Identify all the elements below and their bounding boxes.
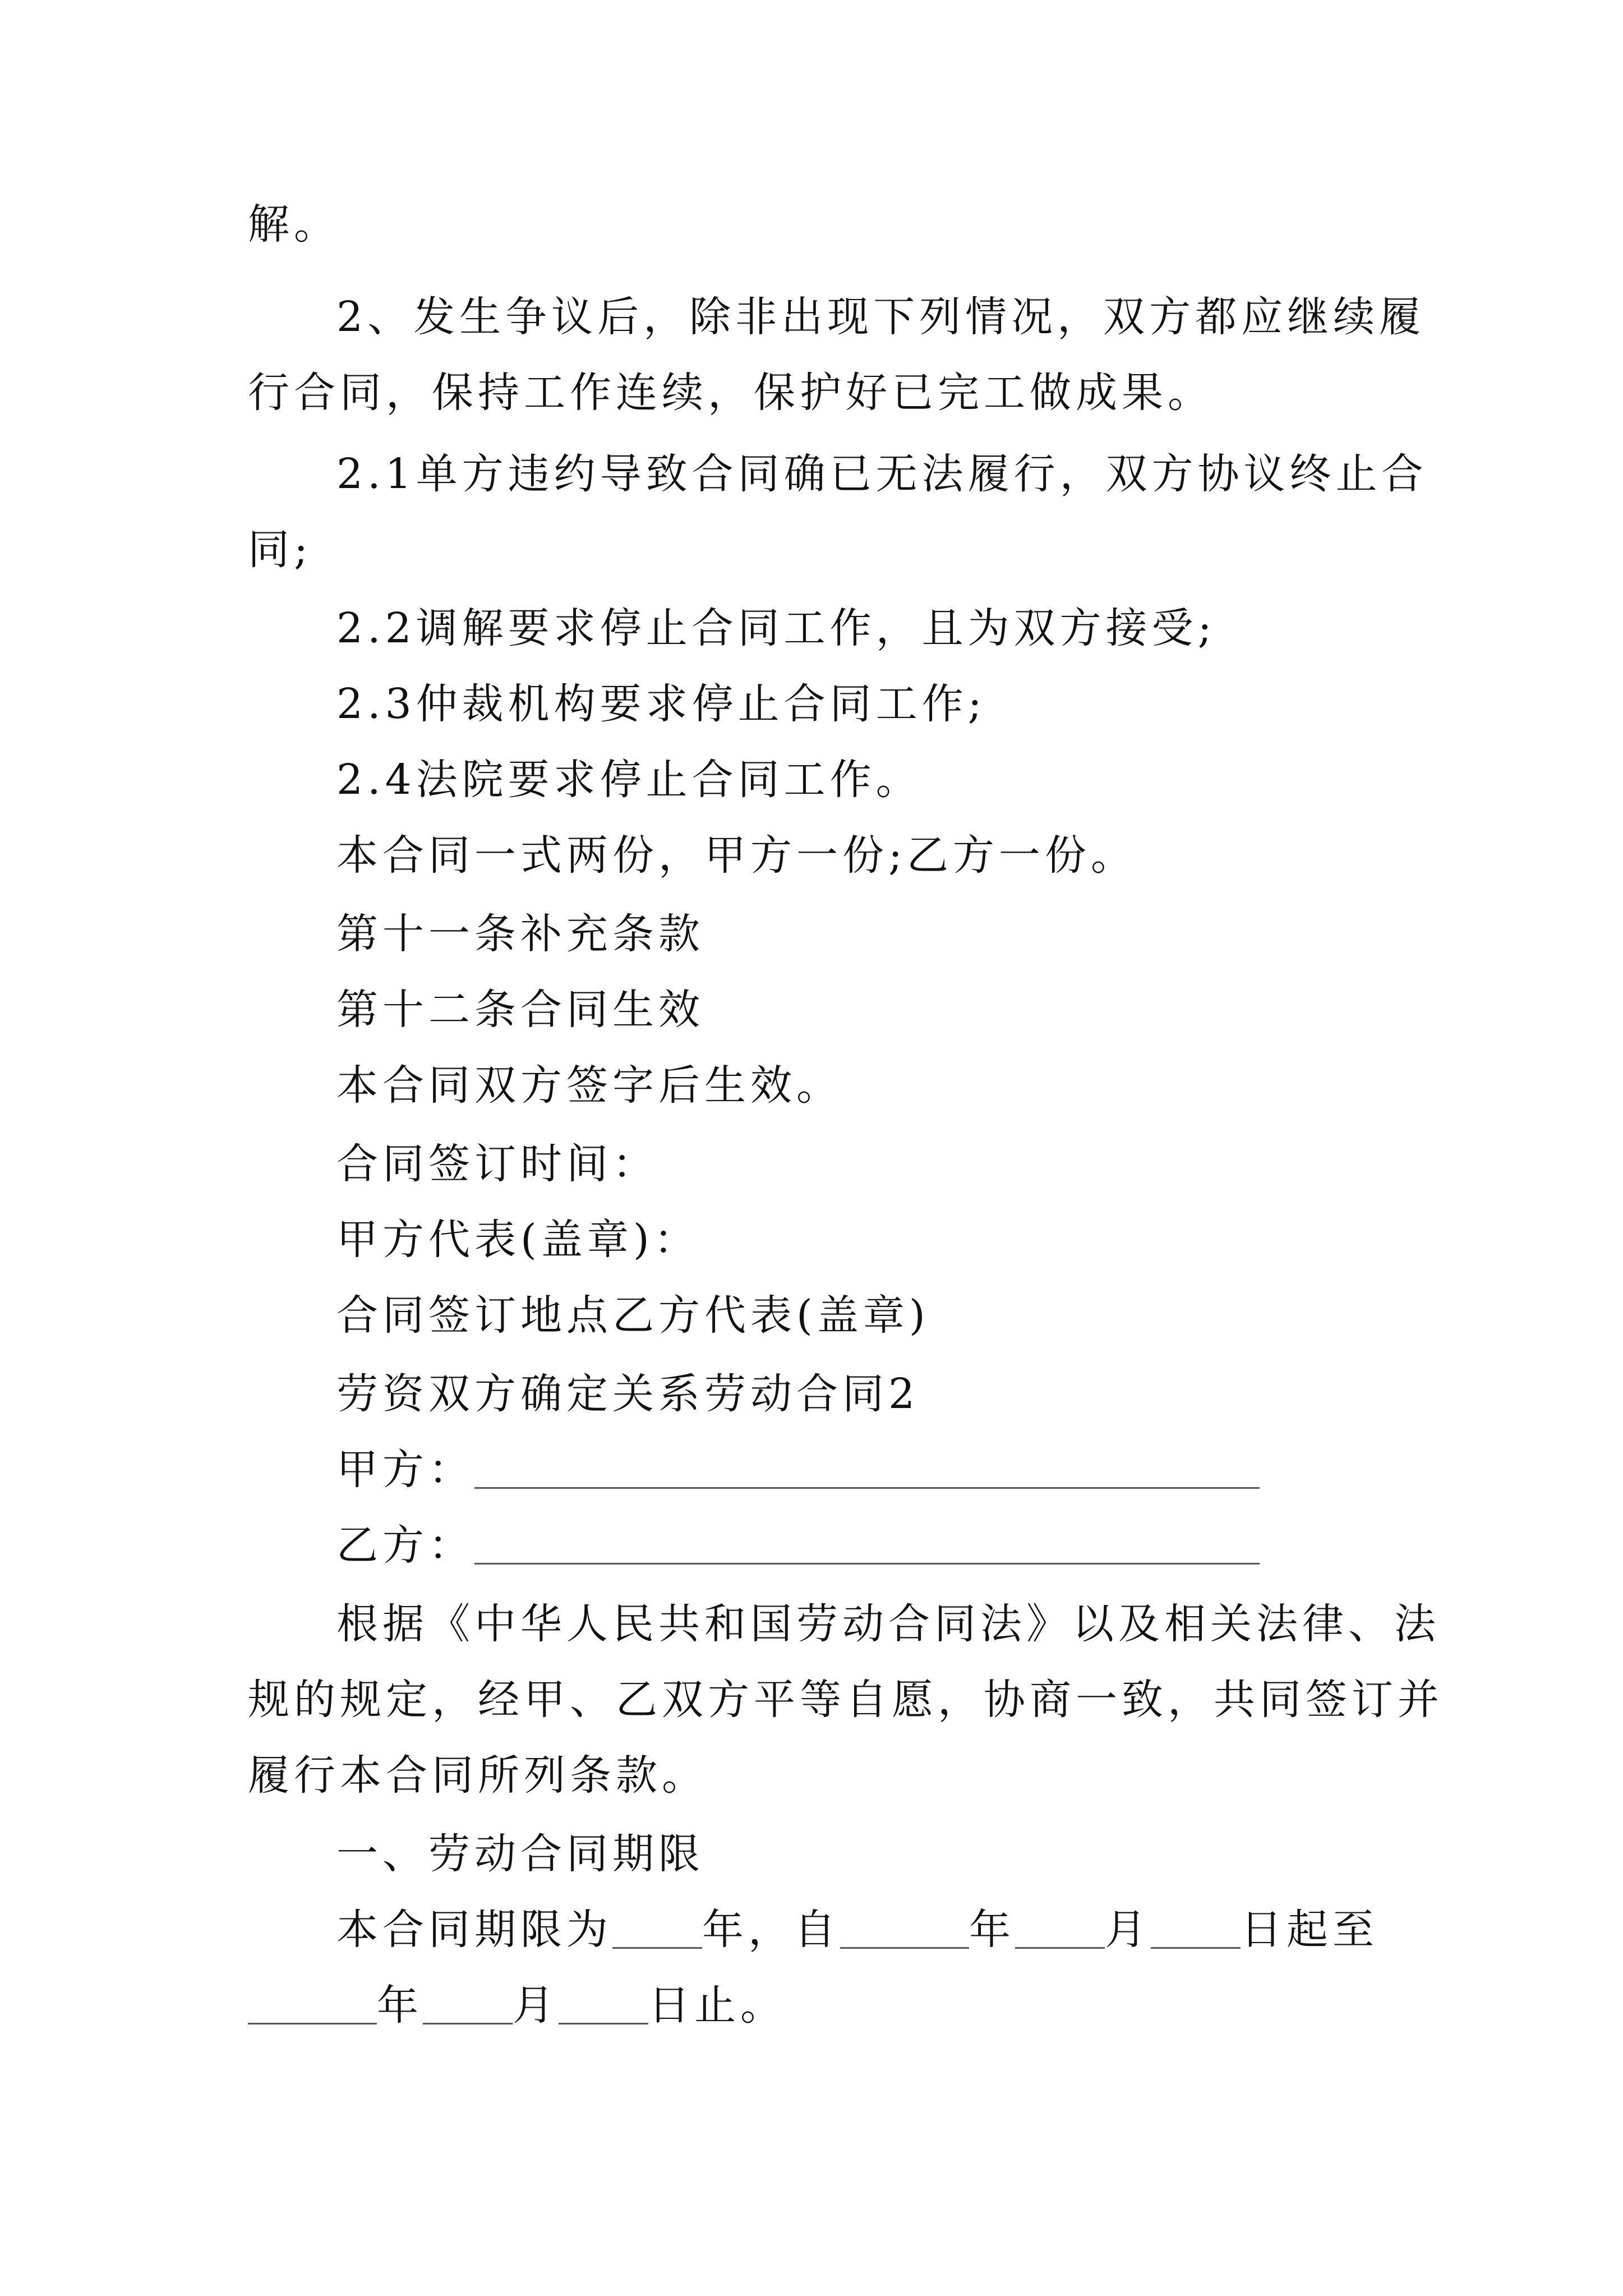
party-b-line [336,1515,1260,1576]
end-day-unit: 日止。 [648,1981,786,2030]
end-year-blank [248,1980,377,2024]
contract-end-line [248,1975,786,2036]
text-line: 合同签订地点乙方代表(盖章) [336,1291,930,1340]
text-line: 2.4法院要求停止合同工作。 [336,756,922,804]
text-line: 履行本合同所列条款。 [248,1751,708,1800]
text-line: 2.2调解要求停止合同工作，且为双方接受; [336,604,1216,652]
text-line: 2、发生争议后，除非出现下列情况，双方都应继续履 [336,293,1426,341]
start-year-blank [840,1904,969,1949]
term-years-blank [612,1904,702,1949]
party-a-blank [474,1444,1260,1489]
text-line: 规的规定，经甲、乙双方平等自愿，协商一致，共同签订并 [248,1676,1444,1724]
start-year-unit: 年 [969,1906,1015,1954]
section-heading: 第十一条补充条款 [336,910,704,958]
text-line: 2.1单方违约导致合同确已无法履行，双方协议终止合 [336,450,1428,498]
section-heading: 一、劳动合同期限 [336,1830,704,1878]
end-month-unit: 月 [513,1981,559,2030]
start-day-blank [1151,1904,1241,1949]
party-a-label: 甲方： [336,1446,474,1494]
end-month-blank [423,1980,513,2024]
text-line: 本合同一式两份，甲方一份;乙方一份。 [336,831,1137,880]
section-heading: 第十二条合同生效 [336,986,704,1034]
end-day-blank [559,1980,648,2024]
document-title: 劳资双方确定关系劳动合同2 [336,1370,920,1418]
party-b-blank [474,1520,1260,1565]
text-line: 合同签订时间： [336,1140,658,1188]
text-line: 甲方代表(盖章)： [336,1216,700,1264]
end-year-unit: 年 [377,1981,423,2030]
text-line: 同; [248,526,312,574]
party-a-line [336,1439,1260,1501]
text-line: 2.3仲裁机构要求停止合同工作; [336,680,986,728]
text-line: 本合同双方签字后生效。 [336,1061,842,1110]
contract-term-line [336,1899,1378,1961]
start-month-unit: 月 [1105,1906,1151,1954]
start-month-blank [1015,1904,1105,1949]
text-line: 根据《中华人民共和国劳动合同法》以及相关法律、法 [336,1600,1440,1648]
term-years-unit: 年，自 [702,1906,840,1954]
term-prefix: 本合同期限为 [336,1906,612,1954]
text-line: 行合同，保持工作连续，保护好已完工做成果。 [248,369,1214,417]
text-line: 解。 [248,200,340,249]
party-b-label: 乙方： [336,1521,474,1570]
start-day-unit: 日起至 [1241,1906,1378,1954]
